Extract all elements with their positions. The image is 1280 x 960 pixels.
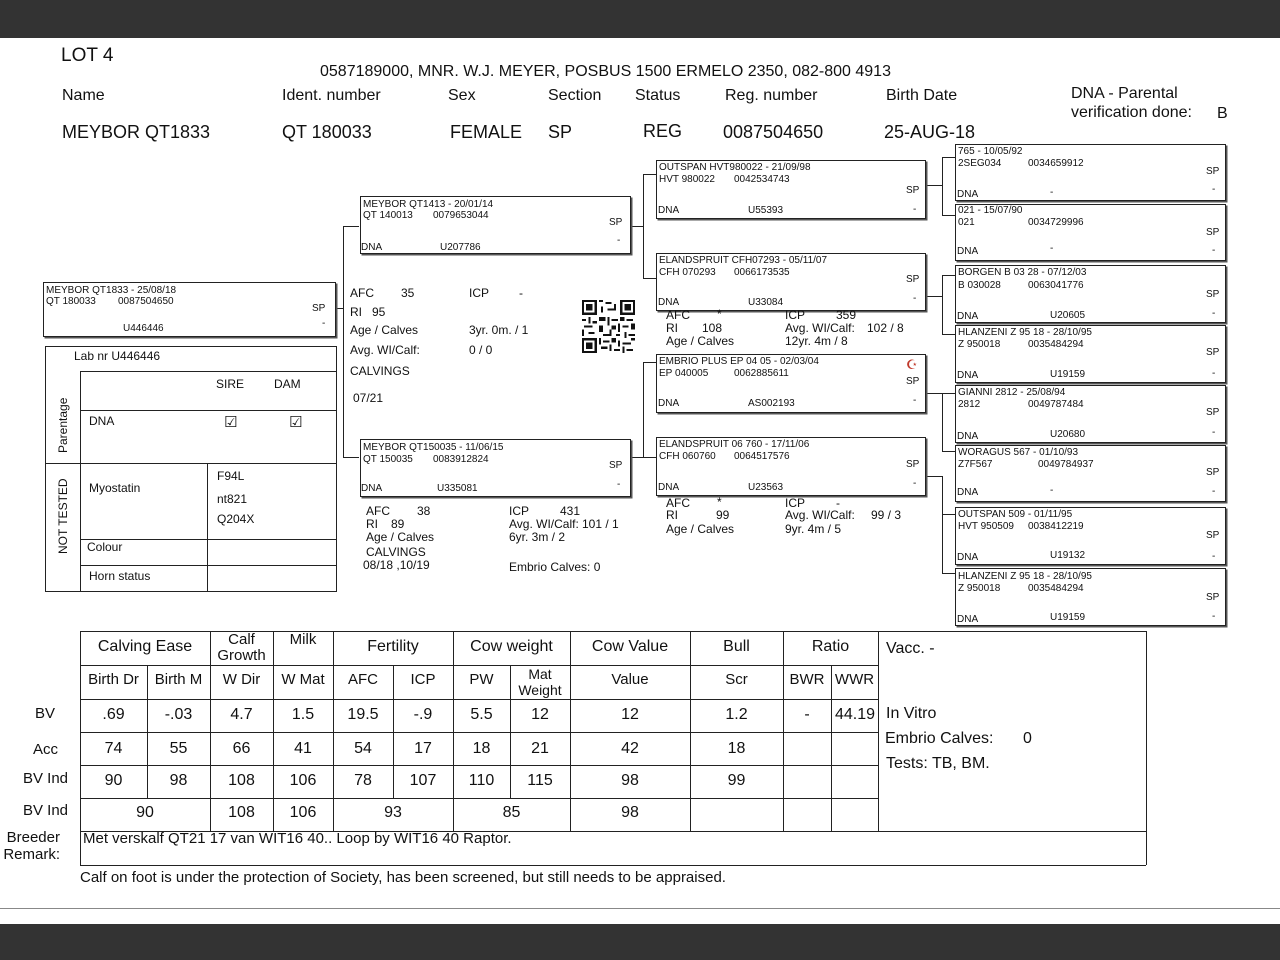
bvind2-fertility: 93 <box>384 804 402 821</box>
ggp-dna: U19159 <box>1050 369 1086 380</box>
embrio-calves-value: 0 <box>1023 730 1032 747</box>
animal-icp: - <box>519 286 523 300</box>
ggp-reg: 0035484294 <box>1028 339 1084 350</box>
footer-note: Calf on foot is under the protection of Society, has been screened, but still needs to be appraised. <box>80 869 726 886</box>
ggp-section: SP <box>1206 407 1220 418</box>
sub-birth-m: Birth M <box>154 671 203 688</box>
gp-ri-label: RI <box>666 508 678 522</box>
gp-age-label: Age / Calves <box>666 334 735 348</box>
acc-birth-dr: 74 <box>104 740 123 757</box>
group-calving-ease: Calving Ease <box>97 638 193 655</box>
ggp-dna-label: DNA <box>957 370 979 381</box>
animal-reg: 0087504650 <box>118 296 174 307</box>
ggp-ident: HVT 950509 <box>958 521 1014 532</box>
breeder-remark: Met verskalf QT21 17 van WIT16 40.. Loop by WIT16 40 Raptor. <box>83 830 512 847</box>
dam-dna-label: DNA <box>361 483 383 494</box>
dam-title: MEYBOR QT150035 - 11/06/15 <box>363 442 504 453</box>
label-name: Name <box>62 87 105 104</box>
sub-icp: ICP <box>410 671 436 688</box>
bvind-scr: 99 <box>727 772 746 789</box>
ggp-title: 021 - 15/07/90 <box>958 205 1023 216</box>
ggp-title: WORAGUS 567 - 01/10/93 <box>958 447 1079 458</box>
dam-ident: QT 150035 <box>363 454 413 465</box>
sire-dna: U207786 <box>440 242 481 253</box>
sire-reg: 0079653044 <box>433 210 489 221</box>
ggp-dna: U20680 <box>1050 429 1086 440</box>
animal-title: MEYBOR QT1833 - 25/08/18 <box>46 285 177 296</box>
value-reg: 0087504650 <box>723 122 824 142</box>
gp-ident: EP 040005 <box>659 368 709 379</box>
ggp-dna: - <box>1050 187 1054 198</box>
gp-ident: CFH 060760 <box>659 451 716 462</box>
label-ident: Ident. number <box>282 87 381 104</box>
ggp-dash: - <box>1212 368 1216 379</box>
ggp-section: SP <box>1206 227 1220 238</box>
ggp-dna: U19159 <box>1050 612 1086 623</box>
gp-dash: - <box>913 478 917 489</box>
ggp-ident: Z 950018 <box>958 339 1001 350</box>
ggp-dna-label: DNA <box>957 431 979 442</box>
ggp-dna: - <box>1050 485 1054 496</box>
breed-logo-icon: ☪ <box>906 357 918 372</box>
dam-icp: 431 <box>560 504 581 518</box>
sire-dna-check-icon: ☑ <box>224 414 238 431</box>
ggp-ident: B 030028 <box>958 280 1001 291</box>
label-status: Status <box>635 87 681 104</box>
ggp-reg: 0063041776 <box>1028 280 1084 291</box>
ggp-title: BORGEN B 03 28 - 07/12/03 <box>958 267 1087 278</box>
dam-header: DAM <box>274 377 301 391</box>
ggp-ident: Z 950018 <box>958 583 1001 594</box>
animal-age-label: Age / Calves <box>350 323 419 337</box>
myostatin-q204x: Q204X <box>217 512 255 526</box>
bvind-afc: 78 <box>354 772 372 789</box>
bv-wwr: 44.19 <box>834 706 876 723</box>
ggp-title: HLANZENI Z 95 18 - 28/10/95 <box>958 571 1092 582</box>
sire-ident: QT 140013 <box>363 210 413 221</box>
ggp-dash: - <box>1212 184 1216 195</box>
value-name: MEYBOR QT1833 <box>62 122 211 142</box>
dam-calvings: 08/18 ,10/19 <box>363 558 430 572</box>
dam-wi: 101 / 1 <box>582 517 619 531</box>
parentage-label: Parentage <box>56 397 70 453</box>
ggp-reg: 0038412219 <box>1028 521 1084 532</box>
gp-dna-label: DNA <box>658 482 680 493</box>
row-label-bv-ind-2: BV Ind <box>23 802 69 819</box>
bvind2-cow-weight: 85 <box>502 804 521 821</box>
group-cow-weight: Cow weight <box>470 638 553 655</box>
gp-icp: 359 <box>836 308 857 322</box>
ggp-reg: 0035484294 <box>1028 583 1084 594</box>
dam-dash: - <box>617 479 621 490</box>
dam-afc: 38 <box>417 504 431 518</box>
value-section: SP <box>548 122 573 142</box>
animal-calvings-label: CALVINGS <box>350 364 410 378</box>
ggp-section: SP <box>1206 347 1220 358</box>
dam-calvings-label: CALVINGS <box>366 545 426 559</box>
gp-section: SP <box>906 459 920 470</box>
sub-wwr: WWR <box>834 671 875 688</box>
label-dna-2: verification done: <box>1071 104 1192 121</box>
animal-wi-label: Avg. WI/Calf: <box>350 343 420 357</box>
animal-wi: 0 / 0 <box>469 343 493 357</box>
bvind-value: 98 <box>621 772 639 789</box>
sub-birth-dr: Birth Dr <box>88 671 139 688</box>
acc-birth-m: 55 <box>169 740 188 757</box>
dam-ri-label: RI <box>366 517 378 531</box>
ggp-ident: 2812 <box>958 399 981 410</box>
gp-dna: AS002193 <box>748 398 795 409</box>
acc-scr: 18 <box>727 740 746 757</box>
gp-ident: CFH 070293 <box>659 267 716 278</box>
animal-age: 3yr. 0m. / 1 <box>469 323 529 337</box>
bv-icp: -.9 <box>413 706 433 723</box>
gp-dash: - <box>913 395 917 406</box>
gp-ident: HVT 980022 <box>659 174 715 185</box>
value-birth: 25-AUG-18 <box>884 122 976 142</box>
bv-birth-dr: .69 <box>102 706 125 723</box>
group-bull: Bull <box>723 638 750 655</box>
ggp-dash: - <box>1212 551 1216 562</box>
ggp-dash: - <box>1212 427 1216 438</box>
gp-age: 12yr. 4m / 8 <box>785 334 848 348</box>
dam-afc-label: AFC <box>366 504 390 518</box>
gp-dna-label: DNA <box>658 205 680 216</box>
group-fertility: Fertility <box>367 638 419 655</box>
acc-mat-weight: 21 <box>531 740 549 757</box>
bvind-w-dir: 108 <box>228 772 255 789</box>
value-ident: QT 180033 <box>282 122 372 142</box>
sub-w-dir: W Dir <box>222 671 261 688</box>
bvind-birth-dr: 90 <box>104 772 123 789</box>
sire-section: SP <box>609 217 623 228</box>
myostatin-nt821: nt821 <box>217 492 248 506</box>
label-dna-1: DNA - Parental <box>1071 85 1178 102</box>
dam-reg: 0083912824 <box>433 454 489 465</box>
value-sex: FEMALE <box>450 122 523 142</box>
bvind-pw: 110 <box>468 772 495 789</box>
ggp-reg: 0034659912 <box>1028 158 1084 169</box>
bvind-w-mat: 106 <box>289 772 317 789</box>
dam-icp-label: ICP <box>509 504 530 518</box>
ggp-ident: Z7F567 <box>958 459 993 470</box>
colour-label: Colour <box>87 540 123 554</box>
gp-afc: * <box>717 307 722 321</box>
ggp-dna-label: DNA <box>957 246 979 257</box>
ggp-reg: 0049784937 <box>1038 459 1094 470</box>
animal-ri-label: RI <box>350 305 362 319</box>
ggp-dna-label: DNA <box>957 311 979 322</box>
ggp-dna-label: DNA <box>957 487 979 498</box>
ggp-reg: 0049787484 <box>1028 399 1084 410</box>
bv-afc: 19.5 <box>347 706 379 723</box>
horn-status-label: Horn status <box>89 569 151 583</box>
ggp-title: HLANZENI Z 95 18 - 28/10/95 <box>958 327 1092 338</box>
gp-section: SP <box>906 274 920 285</box>
ggp-dash: - <box>1212 486 1216 497</box>
gp-ri-label: RI <box>666 321 678 335</box>
gp-section: SP <box>906 376 920 387</box>
ggp-section: SP <box>1206 467 1220 478</box>
label-reg: Reg. number <box>725 87 818 104</box>
dam-wi-label: Avg. WI/Calf: <box>509 517 579 531</box>
bvind2-milk: 106 <box>289 804 317 821</box>
dam-dna-check-icon: ☑ <box>289 414 303 431</box>
ggp-title: GIANNI 2812 - 25/08/94 <box>958 387 1066 398</box>
ggp-section: SP <box>1206 592 1220 603</box>
in-vitro: In Vitro <box>886 705 937 722</box>
gp-dash: - <box>913 293 917 304</box>
acc-afc: 54 <box>354 740 372 757</box>
gp-reg: 0042534743 <box>734 174 790 185</box>
gp-wi-label: Avg. WI/Calf: <box>785 321 855 335</box>
sire-header: SIRE <box>216 377 245 391</box>
embrio-calves-label: Embrio Calves: <box>885 730 994 747</box>
animal-calvings: 07/21 <box>353 391 384 405</box>
acc-w-dir: 66 <box>232 740 251 757</box>
myostatin-f94l: F94L <box>217 469 245 483</box>
ggp-dna-label: DNA <box>957 552 979 563</box>
sire-dash: - <box>617 235 621 246</box>
ggp-dna: U19132 <box>1050 550 1086 561</box>
gp-afc: * <box>717 495 722 509</box>
ggp-section: SP <box>1206 289 1220 300</box>
ggp-ident: 021 <box>958 217 975 228</box>
sub-w-mat: W Mat <box>281 671 325 688</box>
row-label-acc: Acc <box>33 741 59 758</box>
bv-mat-weight: 12 <box>531 706 549 723</box>
acc-pw: 18 <box>472 740 491 757</box>
ggp-section: SP <box>1206 530 1220 541</box>
gp-section: SP <box>906 185 920 196</box>
gp-reg: 0062885611 <box>734 368 789 379</box>
gp-ri: 108 <box>702 321 723 335</box>
ggp-title: OUTSPAN 509 - 01/11/95 <box>958 509 1073 520</box>
bv-bwr: - <box>804 706 810 723</box>
bvind-birth-m: 98 <box>169 772 188 789</box>
sub-scr: Scr <box>725 671 748 688</box>
gp-reg: 0064517576 <box>734 451 790 462</box>
gp-afc-label: AFC <box>666 496 690 510</box>
acc-icp: 17 <box>414 740 432 757</box>
tests: Tests: TB, BM. <box>886 755 990 772</box>
row-label-bv-ind: BV Ind <box>23 770 69 787</box>
animal-dash: - <box>322 318 326 329</box>
sub-bwr: BWR <box>789 671 825 688</box>
animal-afc: 35 <box>401 286 415 300</box>
sub-mat-weight: Mat Weight <box>518 666 562 698</box>
gp-dash: - <box>913 204 917 215</box>
gp-ri: 99 <box>716 508 730 522</box>
bvind2-cow-value: 98 <box>621 804 639 821</box>
animal-afc-label: AFC <box>350 286 374 300</box>
ggp-section: SP <box>1206 166 1220 177</box>
owner-line: 0587189000, MNR. W.J. MEYER, POSBUS 1500 ERMELO 2350, 082-800 4913 <box>320 63 891 80</box>
gp-title: OUTSPAN HVT980022 - 21/09/98 <box>659 162 811 173</box>
gp-age-label: Age / Calves <box>666 522 735 536</box>
sub-value: Value <box>611 671 649 688</box>
dam-ri: 89 <box>391 517 405 531</box>
bvind-mat-weight: 115 <box>527 772 553 789</box>
gp-icp-label: ICP <box>785 496 806 510</box>
dam-age-label: Age / Calves <box>366 530 435 544</box>
label-birth: Birth Date <box>886 87 958 104</box>
gp-dna-label: DNA <box>658 398 680 409</box>
bv-w-mat: 1.5 <box>291 706 315 723</box>
ggp-reg: 0034729996 <box>1028 217 1084 228</box>
animal-section: SP <box>312 303 326 314</box>
lot-number: LOT 4 <box>61 45 114 66</box>
ggp-title: 765 - 10/05/92 <box>958 146 1023 157</box>
gp-title: ELANDSPRUIT 06 760 - 17/11/06 <box>659 439 810 450</box>
gp-wi: 99 / 3 <box>871 508 902 522</box>
dam-age: 6yr. 3m / 2 <box>509 530 566 544</box>
gp-dna: U55393 <box>748 205 784 216</box>
dam-embrio: Embrio Calves: 0 <box>509 560 601 574</box>
value-dna: B <box>1217 105 1228 122</box>
animal-dna: U446446 <box>123 323 164 334</box>
vaccination: Vacc. - <box>886 640 935 657</box>
dam-section: SP <box>609 460 623 471</box>
bv-pw: 5.5 <box>470 706 493 723</box>
not-tested-label: NOT TESTED <box>56 478 70 554</box>
bv-value: 12 <box>621 706 639 723</box>
sire-title: MEYBOR QT1413 - 20/01/14 <box>363 199 494 210</box>
ggp-dna-label: DNA <box>957 189 979 200</box>
ggp-dash: - <box>1212 245 1216 256</box>
ggp-dna: U20605 <box>1050 310 1086 321</box>
bv-birth-m: -.03 <box>164 706 193 723</box>
bvind2-calf-growth: 108 <box>228 804 255 821</box>
myostatin-label: Myostatin <box>89 481 141 495</box>
gp-age: 9yr. 4m / 5 <box>785 522 842 536</box>
bvind2-calving-ease: 90 <box>136 804 154 821</box>
animal-ri: 95 <box>372 305 386 319</box>
bv-scr: 1.2 <box>725 706 748 723</box>
label-sex: Sex <box>448 87 476 104</box>
value-status: REG <box>643 121 683 141</box>
ggp-dash: - <box>1212 611 1216 622</box>
gp-wi: 102 / 8 <box>867 321 904 335</box>
group-calf-growth: Calf Growth <box>217 631 266 664</box>
gp-icp: - <box>836 496 840 510</box>
acc-w-mat: 41 <box>294 740 312 757</box>
row-label-bv: BV <box>35 705 56 722</box>
gp-wi-label: Avg. WI/Calf: <box>785 508 855 522</box>
lab-number: Lab nr U446446 <box>74 349 161 363</box>
group-cow-value: Cow Value <box>591 638 669 655</box>
gp-dna: U33084 <box>748 297 784 308</box>
ggp-dna: - <box>1050 243 1054 254</box>
ggp-ident: 2SEG034 <box>958 158 1002 169</box>
label-section: Section <box>548 87 602 104</box>
ggp-dna-label: DNA <box>957 614 979 625</box>
gp-afc-label: AFC <box>666 308 690 322</box>
animal-ident: QT 180033 <box>46 296 96 307</box>
dna-label: DNA <box>89 414 115 428</box>
gp-dna: U23563 <box>748 482 784 493</box>
acc-value: 42 <box>621 740 639 757</box>
animal-icp-label: ICP <box>469 286 490 300</box>
sire-dna-label: DNA <box>361 242 383 253</box>
group-milk: Milk <box>289 631 317 648</box>
bv-w-dir: 4.7 <box>230 706 253 723</box>
gp-icp-label: ICP <box>785 308 806 322</box>
row-label-breeder-remark: Breeder Remark: <box>3 829 60 863</box>
dam-dna: U335081 <box>437 483 478 494</box>
group-ratio: Ratio <box>811 638 850 655</box>
sub-afc: AFC <box>348 671 378 688</box>
gp-title: EMBRIO PLUS EP 04 05 - 02/03/04 <box>659 356 819 367</box>
sub-pw: PW <box>469 671 494 688</box>
ggp-dash: - <box>1212 308 1216 319</box>
gp-reg: 0066173535 <box>734 267 790 278</box>
gp-title: ELANDSPRUIT CFH07293 - 05/11/07 <box>659 255 828 266</box>
gp-dna-label: DNA <box>658 297 680 308</box>
bvind-icp: 107 <box>409 772 437 789</box>
